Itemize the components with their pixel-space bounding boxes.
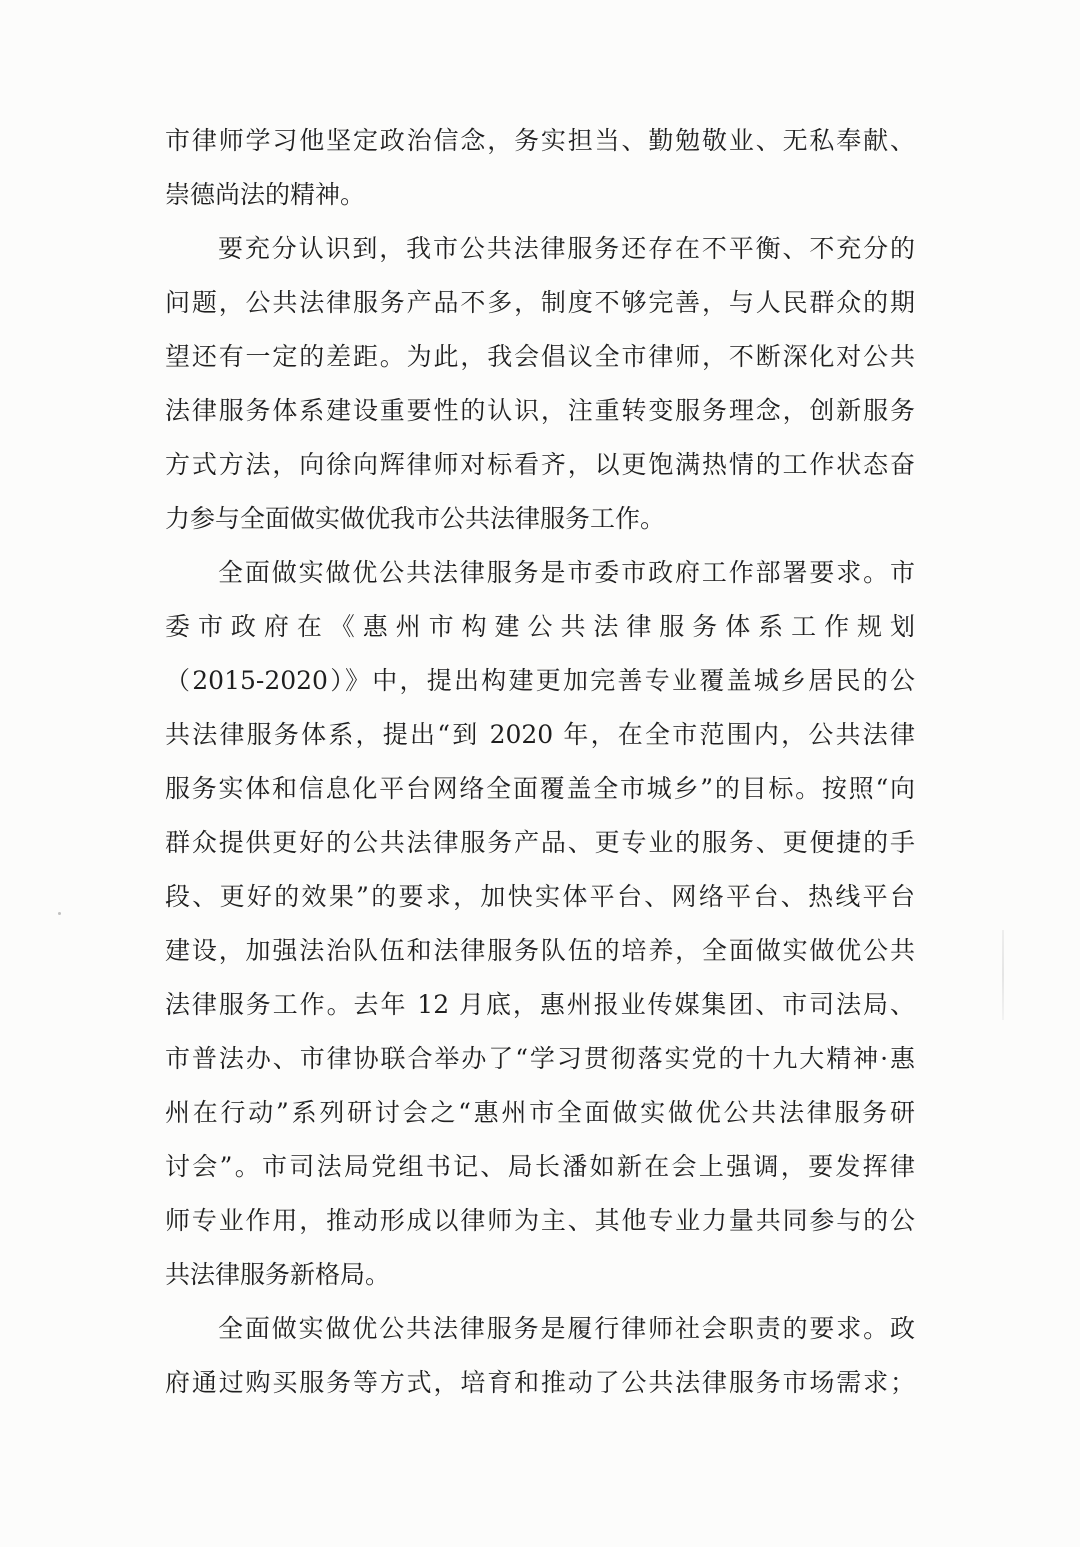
body-text [165,114,915,1410]
text-line: 府通过购买服务等方式，培育和推动了公共法律服务市场需求； [165,1368,915,1397]
paragraph [165,1302,915,1410]
text-line: 共法律服务新格局。 [165,1260,391,1289]
text-line: 问题，公共法律服务产品不多，制度不够完善，与人民群众的期 [165,288,915,317]
text-line: 望还有一定的差距。为此，我会倡议全市律师，不断深化对公共 [165,342,915,371]
text-line: 服务实体和信息化平台网络全面覆盖全市城乡”的目标。按照“向 [165,774,915,803]
text-line: 要充分认识到，我市公共法律服务还存在不平衡、不充分的 [218,234,915,263]
text-line: 方式方法，向徐向辉律师对标看齐，以更饱满热情的工作状态奋 [165,450,915,479]
text-line: 建设，加强法治队伍和法律服务队伍的培养，全面做实做优公共 [165,936,915,965]
text-line: 全面做实做优公共法律服务是市委市政府工作部署要求。市 [218,558,915,587]
text-line: 委市政府在《惠州市构建公共法律服务体系工作规划 [165,612,915,641]
text-line: 师专业作用，推动形成以律师为主、其他专业力量共同参与的公 [165,1206,915,1235]
text-line: 法律服务工作。去年 12 月底，惠州报业传媒集团、市司法局、 [165,990,915,1019]
text-line: 力参与全面做实做优我市公共法律服务工作。 [165,504,666,533]
text-line: 共法律服务体系，提出“到 2020 年，在全市范围内，公共法律 [165,720,915,749]
text-line: 法律服务体系建设重要性的认识，注重转变服务理念，创新服务 [165,396,915,425]
paragraph [165,222,915,546]
text-line: 州在行动”系列研讨会之“惠州市全面做实做优公共法律服务研 [165,1098,915,1127]
text-line: 市普法办、市律协联合举办了“学习贯彻落实党的十九大精神·惠 [165,1044,915,1073]
text-line: 市律师学习他坚定政治信念，务实担当、勤勉敬业、无私奉献、 [165,126,915,155]
paragraph [165,546,915,1302]
paragraph [165,114,915,222]
text-line: 段、更好的效果”的要求，加快实体平台、网络平台、热线平台 [165,882,915,911]
text-line: 崇德尚法的精神。 [165,180,366,209]
scan-artifact [1002,930,1004,1020]
scan-artifact [58,912,61,915]
text-line: （2015-2020）》中，提出构建更加完善专业覆盖城乡居民的公 [165,666,915,695]
text-line: 全面做实做优公共法律服务是履行律师社会职责的要求。政 [218,1314,915,1343]
text-line: 讨会”。市司法局党组书记、局长潘如新在会上强调，要发挥律 [165,1152,915,1181]
text-line: 群众提供更好的公共法律服务产品、更专业的服务、更便捷的手 [165,828,915,857]
